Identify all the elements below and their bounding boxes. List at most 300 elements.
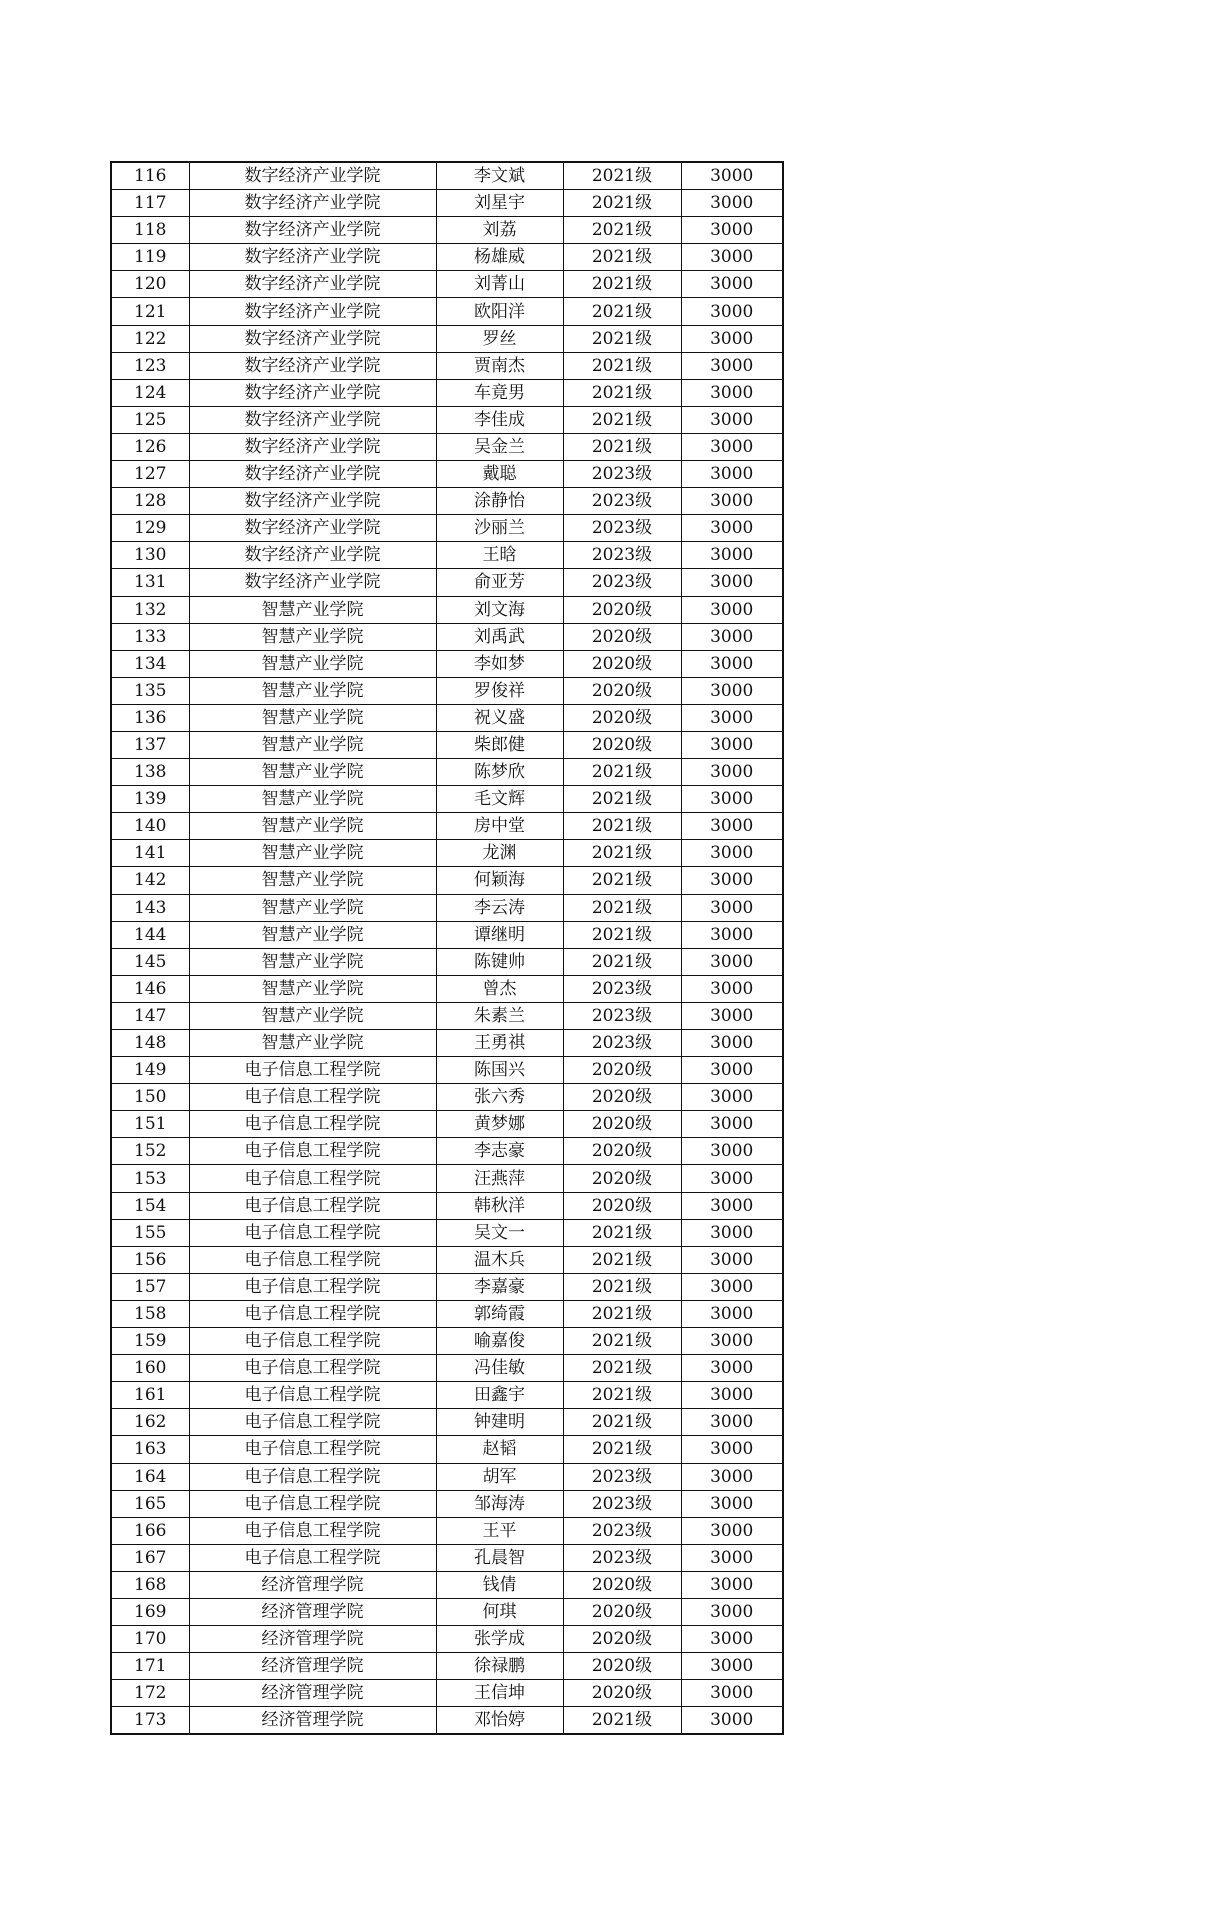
amount-cell: 3000	[681, 894, 783, 921]
grade-cell: 2021级	[563, 325, 681, 352]
row-number-cell: 141	[111, 840, 189, 867]
table-row	[111, 894, 783, 921]
amount-cell: 3000	[681, 1192, 783, 1219]
table-row	[111, 433, 783, 460]
row-number-cell: 157	[111, 1273, 189, 1300]
amount-cell: 3000	[681, 569, 783, 596]
grade-cell: 2020级	[563, 677, 681, 704]
table-row	[111, 975, 783, 1002]
table-row	[111, 1409, 783, 1436]
table-row	[111, 1219, 783, 1246]
row-number-cell: 166	[111, 1517, 189, 1544]
student-name-cell: 胡军	[436, 1463, 563, 1490]
grade-cell: 2021级	[563, 190, 681, 217]
college-cell: 智慧产业学院	[189, 948, 436, 975]
student-name-cell: 李文斌	[436, 162, 563, 190]
college-cell: 智慧产业学院	[189, 921, 436, 948]
college-cell: 经济管理学院	[189, 1707, 436, 1735]
table-row	[111, 406, 783, 433]
college-cell: 智慧产业学院	[189, 731, 436, 758]
amount-cell: 3000	[681, 731, 783, 758]
student-name-cell: 何颖海	[436, 867, 563, 894]
student-name-cell: 喻嘉俊	[436, 1328, 563, 1355]
row-number-cell: 122	[111, 325, 189, 352]
table-row	[111, 515, 783, 542]
table-row	[111, 1192, 783, 1219]
college-cell: 智慧产业学院	[189, 867, 436, 894]
grade-cell: 2021级	[563, 406, 681, 433]
student-name-cell: 涂静怡	[436, 488, 563, 515]
student-name-cell: 祝义盛	[436, 704, 563, 731]
amount-cell: 3000	[681, 162, 783, 190]
row-number-cell: 138	[111, 759, 189, 786]
table-row	[111, 948, 783, 975]
row-number-cell: 152	[111, 1138, 189, 1165]
table-row	[111, 596, 783, 623]
grade-cell: 2021级	[563, 1300, 681, 1327]
row-number-cell: 147	[111, 1002, 189, 1029]
grade-cell: 2021级	[563, 1219, 681, 1246]
table-row	[111, 1707, 783, 1735]
row-number-cell: 142	[111, 867, 189, 894]
college-cell: 智慧产业学院	[189, 813, 436, 840]
row-number-cell: 161	[111, 1382, 189, 1409]
student-name-cell: 刘菁山	[436, 271, 563, 298]
table-body	[111, 162, 783, 1734]
student-name-cell: 郭绮霞	[436, 1300, 563, 1327]
table-row	[111, 325, 783, 352]
amount-cell: 3000	[681, 1544, 783, 1571]
row-number-cell: 168	[111, 1571, 189, 1598]
student-name-cell: 房中堂	[436, 813, 563, 840]
grade-cell: 2023级	[563, 515, 681, 542]
student-name-cell: 刘星宇	[436, 190, 563, 217]
table-row	[111, 1111, 783, 1138]
college-cell: 电子信息工程学院	[189, 1517, 436, 1544]
grade-cell: 2020级	[563, 623, 681, 650]
amount-cell: 3000	[681, 759, 783, 786]
college-cell: 数字经济产业学院	[189, 379, 436, 406]
row-number-cell: 120	[111, 271, 189, 298]
grade-cell: 2023级	[563, 542, 681, 569]
amount-cell: 3000	[681, 1138, 783, 1165]
grade-cell: 2021级	[563, 1246, 681, 1273]
table-row	[111, 1517, 783, 1544]
table-row	[111, 1300, 783, 1327]
row-number-cell: 158	[111, 1300, 189, 1327]
table-row	[111, 379, 783, 406]
amount-cell: 3000	[681, 542, 783, 569]
table-row	[111, 461, 783, 488]
row-number-cell: 129	[111, 515, 189, 542]
row-number-cell: 153	[111, 1165, 189, 1192]
grade-cell: 2023级	[563, 569, 681, 596]
grade-cell: 2021级	[563, 1707, 681, 1735]
grade-cell: 2020级	[563, 1680, 681, 1707]
table-row	[111, 921, 783, 948]
table-row	[111, 867, 783, 894]
student-name-cell: 朱素兰	[436, 1002, 563, 1029]
table-row	[111, 1002, 783, 1029]
student-name-cell: 孔晨智	[436, 1544, 563, 1571]
grade-cell: 2021级	[563, 867, 681, 894]
amount-cell: 3000	[681, 704, 783, 731]
grade-cell: 2020级	[563, 1653, 681, 1680]
college-cell: 电子信息工程学院	[189, 1382, 436, 1409]
table-row	[111, 623, 783, 650]
row-number-cell: 149	[111, 1057, 189, 1084]
student-name-cell: 张学成	[436, 1626, 563, 1653]
student-name-cell: 李云涛	[436, 894, 563, 921]
college-cell: 电子信息工程学院	[189, 1084, 436, 1111]
grade-cell: 2021级	[563, 271, 681, 298]
amount-cell: 3000	[681, 1300, 783, 1327]
table-row	[111, 1626, 783, 1653]
grade-cell: 2021级	[563, 1382, 681, 1409]
grade-cell: 2021级	[563, 813, 681, 840]
table-row	[111, 677, 783, 704]
college-cell: 经济管理学院	[189, 1680, 436, 1707]
amount-cell: 3000	[681, 1571, 783, 1598]
college-cell: 数字经济产业学院	[189, 298, 436, 325]
row-number-cell: 123	[111, 352, 189, 379]
student-name-cell: 何琪	[436, 1598, 563, 1625]
amount-cell: 3000	[681, 325, 783, 352]
college-cell: 经济管理学院	[189, 1571, 436, 1598]
college-cell: 数字经济产业学院	[189, 244, 436, 271]
grade-cell: 2020级	[563, 1626, 681, 1653]
row-number-cell: 160	[111, 1355, 189, 1382]
table-row	[111, 1544, 783, 1571]
row-number-cell: 169	[111, 1598, 189, 1625]
student-name-cell: 徐禄鹏	[436, 1653, 563, 1680]
row-number-cell: 134	[111, 650, 189, 677]
row-number-cell: 132	[111, 596, 189, 623]
student-name-cell: 李如梦	[436, 650, 563, 677]
college-cell: 数字经济产业学院	[189, 461, 436, 488]
table-row	[111, 352, 783, 379]
student-name-cell: 沙丽兰	[436, 515, 563, 542]
amount-cell: 3000	[681, 1653, 783, 1680]
student-name-cell: 黄梦娜	[436, 1111, 563, 1138]
table-row	[111, 813, 783, 840]
college-cell: 数字经济产业学院	[189, 271, 436, 298]
row-number-cell: 172	[111, 1680, 189, 1707]
student-name-cell: 杨雄威	[436, 244, 563, 271]
amount-cell: 3000	[681, 461, 783, 488]
table-row	[111, 1328, 783, 1355]
student-name-cell: 刘文海	[436, 596, 563, 623]
student-name-cell: 吴文一	[436, 1219, 563, 1246]
student-name-cell: 王信坤	[436, 1680, 563, 1707]
table-row	[111, 488, 783, 515]
student-name-cell: 李佳成	[436, 406, 563, 433]
row-number-cell: 173	[111, 1707, 189, 1735]
row-number-cell: 170	[111, 1626, 189, 1653]
grade-cell: 2021级	[563, 298, 681, 325]
college-cell: 电子信息工程学院	[189, 1436, 436, 1463]
amount-cell: 3000	[681, 677, 783, 704]
row-number-cell: 151	[111, 1111, 189, 1138]
row-number-cell: 148	[111, 1030, 189, 1057]
row-number-cell: 133	[111, 623, 189, 650]
amount-cell: 3000	[681, 1490, 783, 1517]
row-number-cell: 143	[111, 894, 189, 921]
student-name-cell: 车竟男	[436, 379, 563, 406]
student-name-cell: 王晗	[436, 542, 563, 569]
grade-cell: 2023级	[563, 488, 681, 515]
grade-cell: 2021级	[563, 1273, 681, 1300]
row-number-cell: 117	[111, 190, 189, 217]
table-row	[111, 1273, 783, 1300]
table-row	[111, 1246, 783, 1273]
amount-cell: 3000	[681, 1030, 783, 1057]
college-cell: 数字经济产业学院	[189, 190, 436, 217]
student-name-cell: 罗丝	[436, 325, 563, 352]
college-cell: 智慧产业学院	[189, 759, 436, 786]
table-row	[111, 542, 783, 569]
student-name-cell: 龙渊	[436, 840, 563, 867]
amount-cell: 3000	[681, 840, 783, 867]
student-name-cell: 曾杰	[436, 975, 563, 1002]
college-cell: 智慧产业学院	[189, 1030, 436, 1057]
row-number-cell: 135	[111, 677, 189, 704]
row-number-cell: 139	[111, 786, 189, 813]
row-number-cell: 126	[111, 433, 189, 460]
college-cell: 电子信息工程学院	[189, 1328, 436, 1355]
row-number-cell: 167	[111, 1544, 189, 1571]
student-name-cell: 韩秋洋	[436, 1192, 563, 1219]
table-row	[111, 244, 783, 271]
amount-cell: 3000	[681, 1165, 783, 1192]
grade-cell: 2023级	[563, 1544, 681, 1571]
table-row	[111, 1436, 783, 1463]
scholarship-list-table	[110, 161, 784, 1735]
row-number-cell: 136	[111, 704, 189, 731]
grade-cell: 2023级	[563, 1030, 681, 1057]
student-name-cell: 罗俊祥	[436, 677, 563, 704]
grade-cell: 2020级	[563, 596, 681, 623]
college-cell: 智慧产业学院	[189, 623, 436, 650]
amount-cell: 3000	[681, 515, 783, 542]
college-cell: 电子信息工程学院	[189, 1111, 436, 1138]
amount-cell: 3000	[681, 1463, 783, 1490]
grade-cell: 2020级	[563, 1111, 681, 1138]
college-cell: 智慧产业学院	[189, 596, 436, 623]
college-cell: 电子信息工程学院	[189, 1219, 436, 1246]
table-row	[111, 786, 783, 813]
grade-cell: 2021级	[563, 759, 681, 786]
amount-cell: 3000	[681, 1436, 783, 1463]
table-row	[111, 731, 783, 758]
amount-cell: 3000	[681, 352, 783, 379]
student-name-cell: 钟建明	[436, 1409, 563, 1436]
college-cell: 数字经济产业学院	[189, 488, 436, 515]
row-number-cell: 164	[111, 1463, 189, 1490]
table-row	[111, 271, 783, 298]
table-row	[111, 1084, 783, 1111]
amount-cell: 3000	[681, 1598, 783, 1625]
amount-cell: 3000	[681, 379, 783, 406]
amount-cell: 3000	[681, 1409, 783, 1436]
college-cell: 数字经济产业学院	[189, 433, 436, 460]
student-name-cell: 钱倩	[436, 1571, 563, 1598]
student-name-cell: 李嘉豪	[436, 1273, 563, 1300]
college-cell: 数字经济产业学院	[189, 569, 436, 596]
grade-cell: 2021级	[563, 1436, 681, 1463]
college-cell: 智慧产业学院	[189, 1002, 436, 1029]
table-row	[111, 1653, 783, 1680]
table-row	[111, 1355, 783, 1382]
amount-cell: 3000	[681, 217, 783, 244]
college-cell: 智慧产业学院	[189, 650, 436, 677]
grade-cell: 2020级	[563, 1057, 681, 1084]
student-name-cell: 贾南杰	[436, 352, 563, 379]
table-row	[111, 1165, 783, 1192]
table-row	[111, 162, 783, 190]
amount-cell: 3000	[681, 1246, 783, 1273]
amount-cell: 3000	[681, 623, 783, 650]
grade-cell: 2021级	[563, 1355, 681, 1382]
table-row	[111, 1571, 783, 1598]
college-cell: 经济管理学院	[189, 1653, 436, 1680]
amount-cell: 3000	[681, 867, 783, 894]
amount-cell: 3000	[681, 1002, 783, 1029]
amount-cell: 3000	[681, 813, 783, 840]
grade-cell: 2023级	[563, 1517, 681, 1544]
table-row	[111, 1490, 783, 1517]
student-name-cell: 李志豪	[436, 1138, 563, 1165]
grade-cell: 2021级	[563, 1409, 681, 1436]
row-number-cell: 156	[111, 1246, 189, 1273]
student-name-cell: 王平	[436, 1517, 563, 1544]
student-name-cell: 王勇祺	[436, 1030, 563, 1057]
college-cell: 智慧产业学院	[189, 975, 436, 1002]
grade-cell: 2020级	[563, 1138, 681, 1165]
grade-cell: 2020级	[563, 1084, 681, 1111]
amount-cell: 3000	[681, 1382, 783, 1409]
row-number-cell: 118	[111, 217, 189, 244]
grade-cell: 2021级	[563, 948, 681, 975]
table-row	[111, 1030, 783, 1057]
amount-cell: 3000	[681, 190, 783, 217]
amount-cell: 3000	[681, 596, 783, 623]
grade-cell: 2021级	[563, 840, 681, 867]
student-name-cell: 吴金兰	[436, 433, 563, 460]
college-cell: 数字经济产业学院	[189, 217, 436, 244]
grade-cell: 2023级	[563, 1463, 681, 1490]
amount-cell: 3000	[681, 1057, 783, 1084]
student-name-cell: 刘荔	[436, 217, 563, 244]
student-name-cell: 陈梦欣	[436, 759, 563, 786]
row-number-cell: 144	[111, 921, 189, 948]
amount-cell: 3000	[681, 650, 783, 677]
college-cell: 电子信息工程学院	[189, 1300, 436, 1327]
row-number-cell: 154	[111, 1192, 189, 1219]
table-row	[111, 190, 783, 217]
amount-cell: 3000	[681, 271, 783, 298]
row-number-cell: 119	[111, 244, 189, 271]
college-cell: 电子信息工程学院	[189, 1544, 436, 1571]
amount-cell: 3000	[681, 1328, 783, 1355]
grade-cell: 2023级	[563, 1490, 681, 1517]
row-number-cell: 124	[111, 379, 189, 406]
row-number-cell: 165	[111, 1490, 189, 1517]
row-number-cell: 116	[111, 162, 189, 190]
student-name-cell: 邓怡婷	[436, 1707, 563, 1735]
college-cell: 数字经济产业学院	[189, 406, 436, 433]
college-cell: 智慧产业学院	[189, 894, 436, 921]
college-cell: 电子信息工程学院	[189, 1273, 436, 1300]
college-cell: 电子信息工程学院	[189, 1409, 436, 1436]
row-number-cell: 130	[111, 542, 189, 569]
student-name-cell: 邹海涛	[436, 1490, 563, 1517]
grade-cell: 2021级	[563, 1328, 681, 1355]
grade-cell: 2021级	[563, 894, 681, 921]
student-name-cell: 陈国兴	[436, 1057, 563, 1084]
grade-cell: 2023级	[563, 975, 681, 1002]
student-name-cell: 毛文辉	[436, 786, 563, 813]
college-cell: 电子信息工程学院	[189, 1246, 436, 1273]
table-row	[111, 1138, 783, 1165]
student-name-cell: 谭继明	[436, 921, 563, 948]
amount-cell: 3000	[681, 1680, 783, 1707]
grade-cell: 2020级	[563, 731, 681, 758]
table-row	[111, 1057, 783, 1084]
grade-cell: 2021级	[563, 244, 681, 271]
grade-cell: 2021级	[563, 786, 681, 813]
amount-cell: 3000	[681, 244, 783, 271]
row-number-cell: 145	[111, 948, 189, 975]
college-cell: 电子信息工程学院	[189, 1355, 436, 1382]
college-cell: 经济管理学院	[189, 1598, 436, 1625]
student-name-cell: 冯佳敏	[436, 1355, 563, 1382]
student-name-cell: 温木兵	[436, 1246, 563, 1273]
student-name-cell: 柴郎健	[436, 731, 563, 758]
table-row	[111, 704, 783, 731]
amount-cell: 3000	[681, 1707, 783, 1735]
table-row	[111, 1463, 783, 1490]
college-cell: 智慧产业学院	[189, 677, 436, 704]
grade-cell: 2021级	[563, 921, 681, 948]
amount-cell: 3000	[681, 1111, 783, 1138]
row-number-cell: 163	[111, 1436, 189, 1463]
student-name-cell: 戴聪	[436, 461, 563, 488]
amount-cell: 3000	[681, 975, 783, 1002]
grade-cell: 2021级	[563, 162, 681, 190]
table-row	[111, 217, 783, 244]
row-number-cell: 159	[111, 1328, 189, 1355]
table-row	[111, 650, 783, 677]
college-cell: 电子信息工程学院	[189, 1057, 436, 1084]
grade-cell: 2020级	[563, 1192, 681, 1219]
row-number-cell: 146	[111, 975, 189, 1002]
amount-cell: 3000	[681, 406, 783, 433]
grade-cell: 2020级	[563, 1598, 681, 1625]
table-row	[111, 1680, 783, 1707]
grade-cell: 2021级	[563, 217, 681, 244]
college-cell: 电子信息工程学院	[189, 1490, 436, 1517]
amount-cell: 3000	[681, 786, 783, 813]
amount-cell: 3000	[681, 1219, 783, 1246]
row-number-cell: 131	[111, 569, 189, 596]
amount-cell: 3000	[681, 298, 783, 325]
college-cell: 电子信息工程学院	[189, 1138, 436, 1165]
college-cell: 电子信息工程学院	[189, 1165, 436, 1192]
grade-cell: 2023级	[563, 1002, 681, 1029]
grade-cell: 2021级	[563, 433, 681, 460]
row-number-cell: 121	[111, 298, 189, 325]
